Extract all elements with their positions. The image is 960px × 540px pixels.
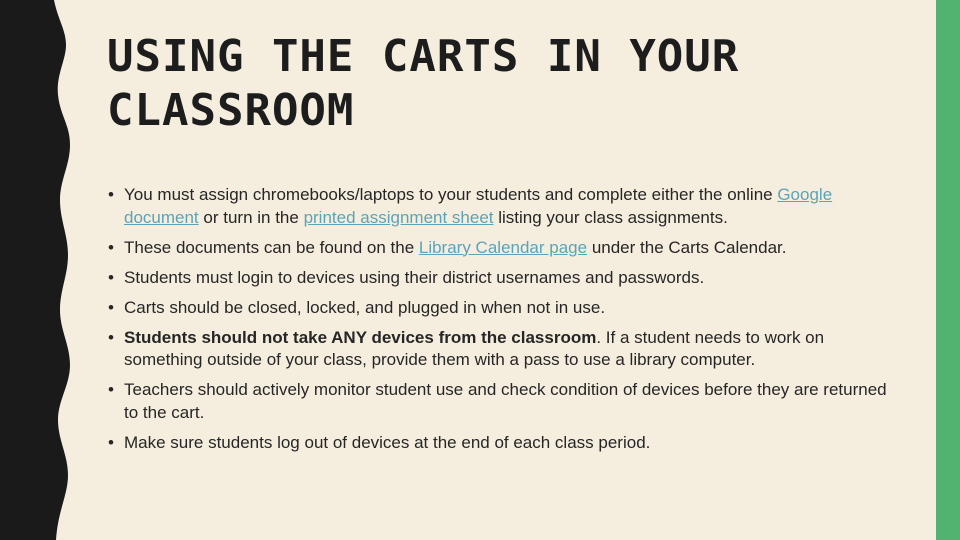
printed-assignment-sheet-link[interactable]: printed assignment sheet [303,207,494,227]
bullet-dot: • [108,297,114,317]
bullet-item [108,267,898,290]
bullet-item [108,432,898,455]
bullet-text: These documents can be found on the [124,237,419,257]
bullet-bold-text: Students should not take ANY devices from the classroom [124,327,597,347]
bullet-item [108,297,898,320]
bullet-text: You must assign chromebooks/laptops to your students and complete either the online [124,185,778,204]
bullet-text: Carts should be closed, locked, and plugged in when not in use. [124,297,606,317]
title-line-2: CLASSROOM [107,85,355,136]
library-calendar-page-link[interactable]: Library Calendar page [418,237,588,257]
bullet-item [108,237,898,260]
slide-title [107,30,907,138]
bullet-dot: • [108,432,114,452]
bullet-text: under the Carts Calendar. [587,237,787,257]
bullet-list [108,184,898,462]
bullet-dot: • [108,237,114,257]
bullet-text: Students must login to devices using their district usernames and passwords. [124,267,705,287]
bullet-text: . If a student needs to work on something outside of your class, provide them with a pass to use a library computer. [124,327,825,369]
left-border-decoration [0,0,80,540]
bullet-text: Make sure students log out of devices at the end of each class period. [124,432,651,452]
bullet-item [108,184,898,229]
bullet-dot: • [108,380,114,399]
title-line-1: USING THE CARTS IN YOUR [107,31,740,82]
bullet-item [108,327,898,372]
bullet-item [108,379,898,424]
right-accent-bar [936,0,960,540]
bullet-text: listing your class assignments. [493,207,728,227]
bullet-text: Teachers should actively monitor student use and check condition of devices before they are returned to the cart. [124,380,887,422]
bullet-dot: • [108,185,114,204]
bullet-dot: • [108,327,114,347]
left-border-shape [0,0,70,540]
google-document-link[interactable]: Google document [124,185,833,227]
bullet-dot: • [108,267,114,287]
bullet-text: or turn in the [198,207,304,227]
